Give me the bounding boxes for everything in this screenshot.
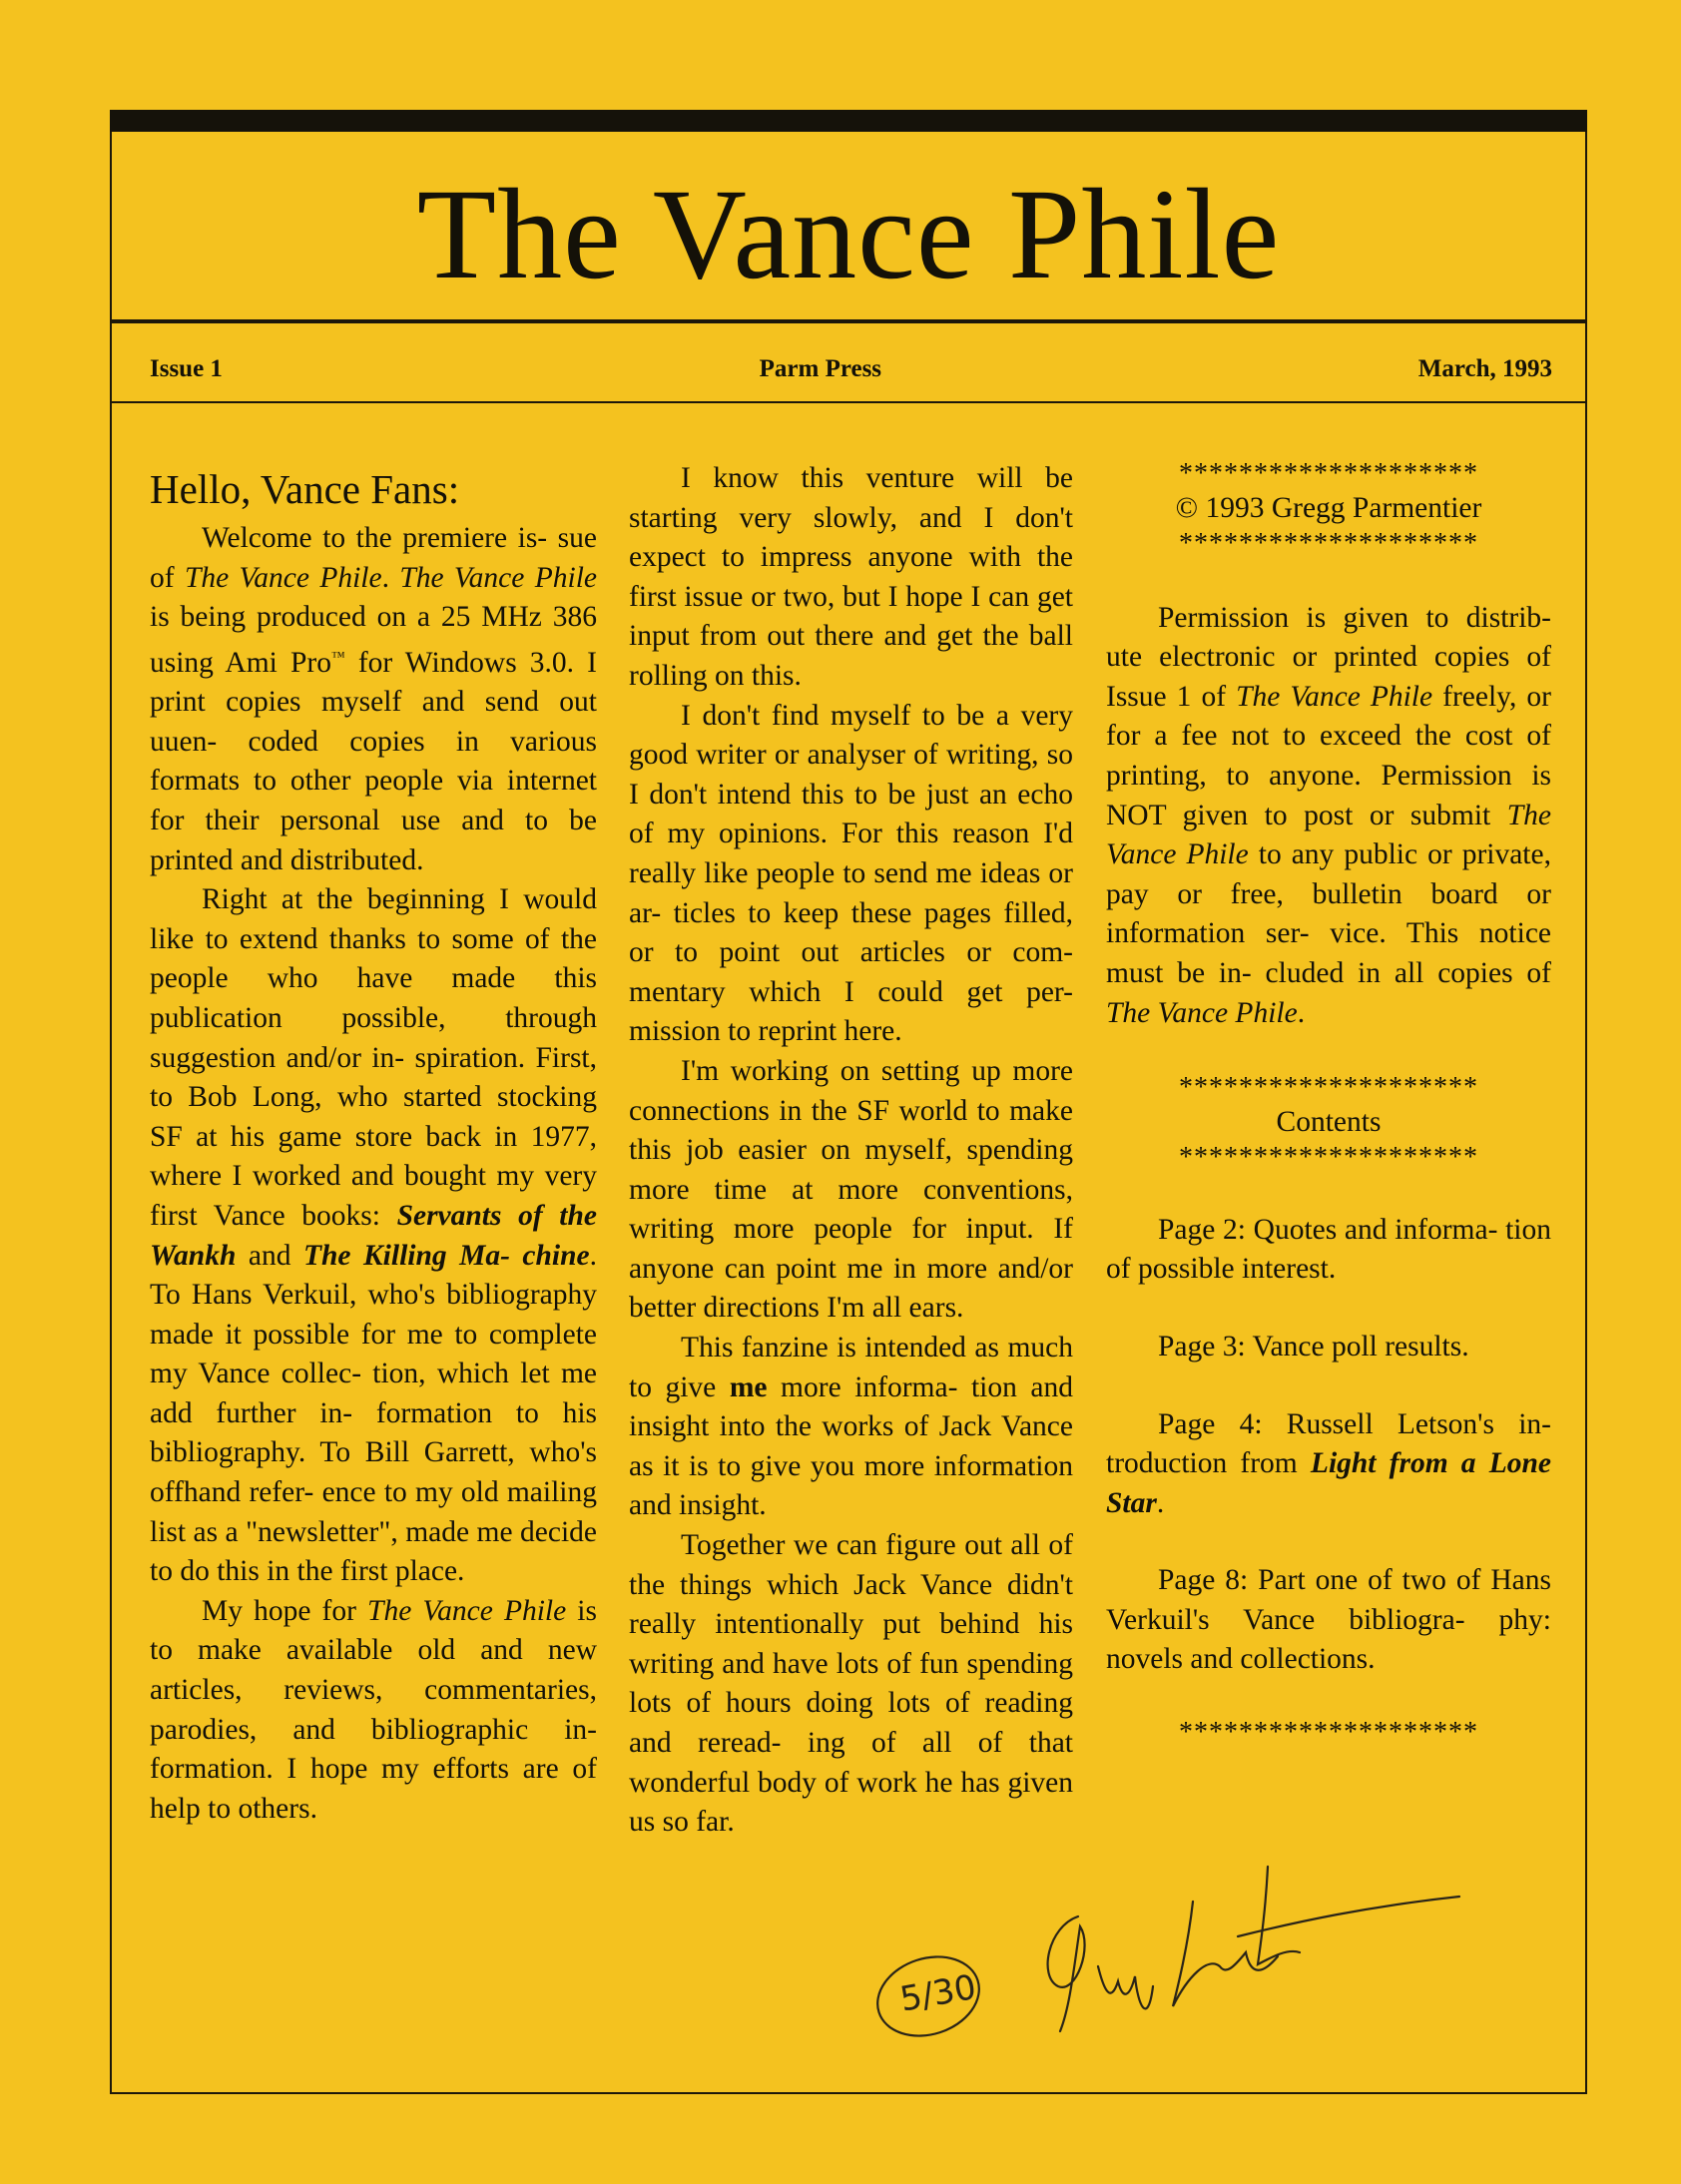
paragraph-fanzine: This fanzine is intended as much to give me more informa- tion and insight into the works of Jack Vance as it is to give you more information and insight. [629, 1332, 1073, 1522]
greeting-heading: Hello, Vance Fans: [150, 466, 460, 512]
stars-divider: ******************** [1179, 1072, 1478, 1104]
signature-scribble [1048, 1867, 1459, 2031]
paragraph-permission: Permission is given to distrib- ute electronic or printed copies of Issue 1 of The Vance Phile freely, or for a fee not to exceed the cost of printing, to anyone. Permission is NOT given to post or submit The Vance Phile to any public or private, pay or free, bulletin board or information ser- vice. This notice must be in- cluded in all copies of The Vance Phile. [1106, 601, 1551, 1029]
stars-divider: ******************** [1179, 527, 1478, 559]
masthead-rule [110, 319, 1587, 323]
paragraph-writer: I don't find myself to be a very good writer or analyser of writing, so I don't intend this to be just an echo of my opinions. For this reason I'd really like people to send me ideas or ar- ticles to keep these pages filled, or to point out articles or com- mentary which I could get per- mission to reprint here. [629, 699, 1073, 1048]
column-3 [1106, 459, 1551, 1748]
handwritten-signature [848, 1857, 1547, 2046]
contents-item-page8: Page 8: Part one of two of Hans Verkuil's Vance bibliogra- phy: novels and collections. [1106, 1564, 1551, 1676]
contents-item-page4: Page 4: Russell Letson's in- troduction from Light from a Lone Star. [1106, 1407, 1551, 1519]
paragraph-hope: My hope for The Vance Phile is to make available old and new articles, reviews, commentaries, parodies, and bibliographic in- formation. I hope my efforts are of help to others. [150, 1594, 597, 1825]
paragraph-together: Together we can figure out all of the things which Jack Vance didn't really intentionally put behind his writing and have lots of fun spending lots of hours doing lots of reading and reread- ing of all of that wonderful body of work he has given us so far. [629, 1529, 1073, 1839]
contents-heading: Contents [1276, 1106, 1382, 1139]
contents-item-page3: Page 3: Vance poll results. [1158, 1330, 1469, 1363]
paragraph-thanks: Right at the beginning I would like to extend thanks to some of the people who have made this publication possible, through suggestion and/or in- spiration. First, to Bob Long, who started stocking SF at his game store back in 1977, where I worked and bought my very first Vance books: Servants of the Wankh and The Killing Ma- chine. To Hans Verkuil, who's bibliography made it possible for me to complete my Vance collec- tion, which let me add further in- formation to his bibliography. To Bill Garrett, who's offhand refer- ence to my old mailing list as a "newsletter", made me decide to do this in the first place. [150, 883, 597, 1588]
publisher: Parm Press [759, 355, 882, 382]
issue-info-bar [150, 355, 1552, 383]
stars-divider: ******************** [1179, 1141, 1478, 1173]
column-1 [150, 451, 597, 1829]
contents-item-page2: Page 2: Quotes and informa- tion of possible interest. [1106, 1213, 1551, 1286]
issue-date: March, 1993 [1417, 355, 1552, 382]
stars-divider: ******************** [1179, 1717, 1478, 1749]
number-note-circle [867, 1944, 989, 2046]
copyright-notice: © 1993 Gregg Parmentier [1175, 492, 1482, 524]
issue-number: Issue 1 [150, 355, 223, 382]
svg-text:Gregg Parmentier: Gregg Parmentier [1248, 2044, 1256, 2045]
top-black-bar [110, 110, 1587, 132]
stars-divider: ******************** [1179, 458, 1478, 489]
svg-text:5/30: 5/30 [896, 1966, 979, 2020]
paragraph-connections: I'm working on setting up more connections in the SF world to make this job easier on myself, spending more time at more conventions, writing more people for input. If anyone can point me in more and/or better directions I'm all ears. [629, 1054, 1073, 1325]
masthead-title: The Vance Phile [416, 163, 1281, 306]
paragraph-welcome: Welcome to the premiere is- sue of The Vance Phile. The Vance Phile is being produced on a 25 MHz 386 using Ami Pro™ for Windows 3.0. I print copies myself and send out uuen- coded copies in various formats to other people via internet for their personal use and to be printed and distributed. [150, 522, 597, 876]
paragraph-venture: I know this venture will be starting very slowly, and I don't expect to impress anyone with the first issue or two, but I hope I can get input from out there and get the ball rolling on this. [629, 462, 1073, 692]
column-2 [629, 459, 1073, 1843]
issue-rule [110, 401, 1587, 403]
